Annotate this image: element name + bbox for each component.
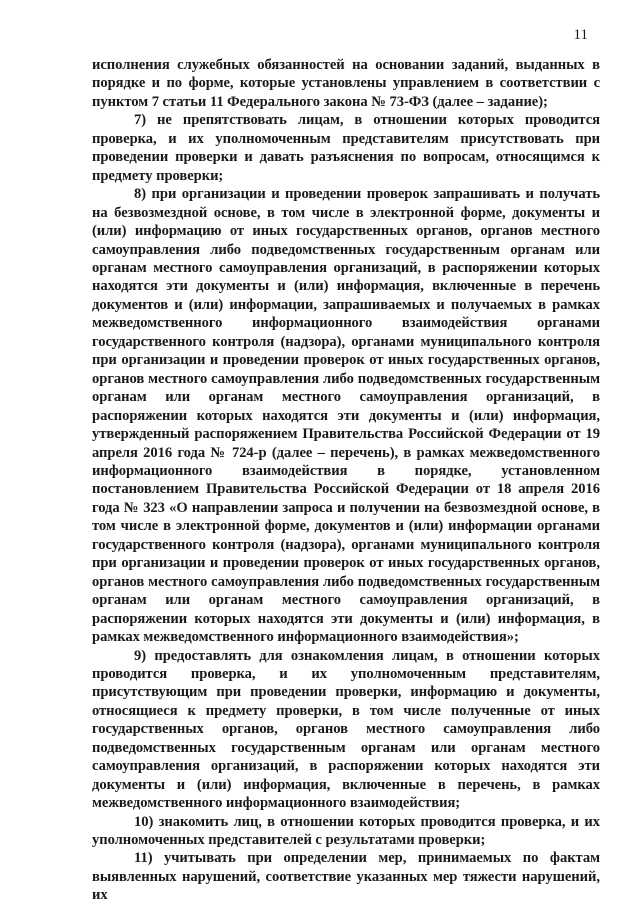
document-body	[92, 56, 600, 905]
paragraph-continuation: исполнения служебных обязанностей на основании заданий, выданных в порядке и по форме, которые установлены управлением в соответствии с пунктом 7 статьи 11 Федерального закона № 73-ФЗ (далее – задание);	[92, 57, 600, 110]
paragraph-item-8: 8) при организации и проведении проверок запрашивать и получать на безвозмездной основе, в том числе в электронной форме, документы и (или) информацию от иных государственных органов, органов местного самоуправления либо подведомственных государственным органам или органам местного самоуправления организаций, в распоряжении которых находятся эти документы и (или) информация, включенные в перечень документов и (или) информации, запрашиваемых и получаемых в рамках межведомственного информационного взаимодействия органами государственного контроля (надзора), органами муниципального контроля при организации и проведении проверок от иных государственных органов, органов местного самоуправления либо подведомственных государственным органам или органам местного самоуправления организаций, в распоряжении которых находятся эти документы и (или) информация, утвержденный распоряжением Правительства Российской Федерации от 19 апреля 2016 года № 724-р (далее – перечень), в рамках межведомственного информационного взаимодействия в порядке, установленном постановлением Правительства Российской Федерации от 18 апреля 2016 года № 323 «О направлении запроса и получении на безвозмездной основе, в том числе в электронной форме, документов и (или) информации органами государственного контроля (надзора), органами муниципального контроля при организации и проведении проверок от иных государственных органов, органов местного самоуправления либо подведомственных государственным органам или органам местного самоуправления организаций, в распоряжении которых находятся эти документы и (или) информация, в рамках межведомственного информационного взаимодействия»;	[92, 186, 600, 646]
page-number: 11	[573, 27, 588, 43]
paragraph-item-10: 10) знакомить лиц, в отношении которых проводится проверка, и их уполномоченных представителей с результатами проверки;	[92, 813, 600, 849]
paragraph-item-7: 7) не препятствовать лицам, в отношении которых проводится проверка, и их уполномоченным представителям присутствовать при проведении проверки и давать разъяснения по вопросам, относящимся к предмету проверки;	[92, 112, 600, 184]
paragraph-item-9: 9) предоставлять для ознакомления лицам, в отношении которых проводится проверка, и их уполномоченным представителям, присутствующим при проведении проверки, информацию и документы, относящиеся к предмету проверки, в том числе полученные от иных государственных органов, органов местного самоуправления либо подведомственных государственным органам или органам местного самоуправления организаций, в распоряжении которых находятся эти документы и (или) информация, включенные в перечень, в рамках межведомственного информационного взаимодействия;	[92, 647, 600, 812]
paragraph-item-11: 11) учитывать при определении мер, принимаемых по фактам выявленных нарушений, соответствие указанных мер тяжести нарушений, их	[92, 850, 600, 904]
